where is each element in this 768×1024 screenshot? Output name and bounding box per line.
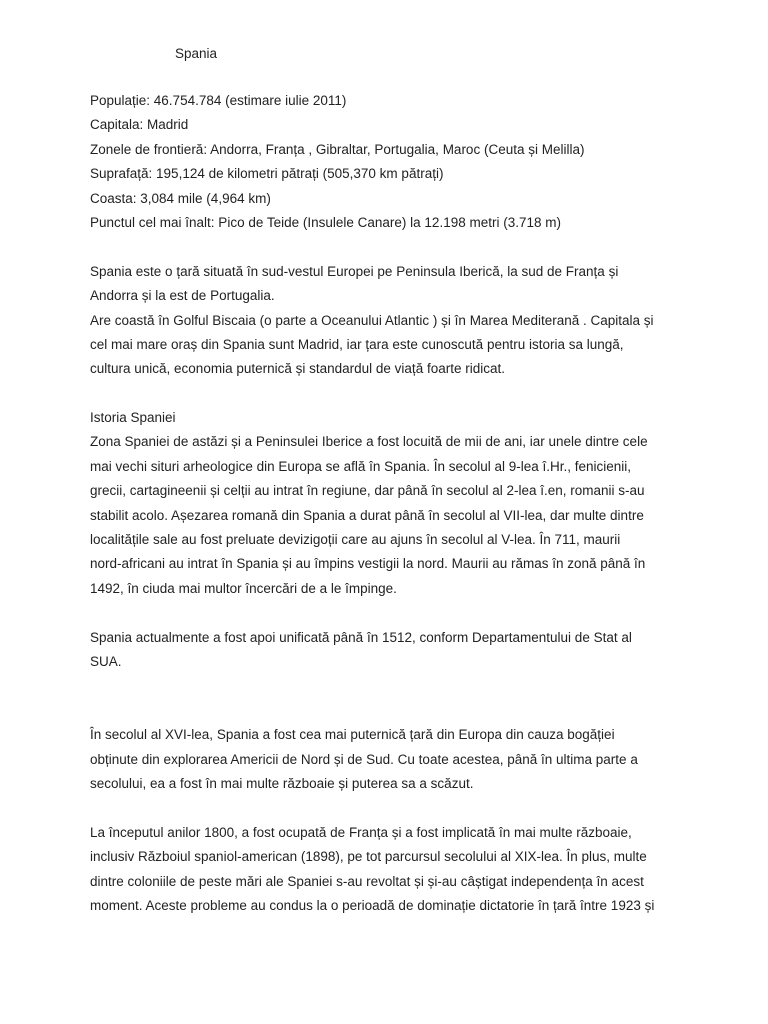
fact-area: Suprafață: 195,124 de kilometri pătrați (505,370 km pătrați) bbox=[90, 166, 444, 182]
text-line: obținute din explorarea Americii de Nord și de Sud. Cu toate acestea, până în ultima parte a bbox=[90, 751, 638, 767]
text-line: stabilit acolo. Așezarea romană din Spania a durat până în secolul al VII-lea, dar multe dintre bbox=[90, 507, 644, 523]
fact-highest-point: Punctul cel mai înalt: Pico de Teide (Insulele Canare) la 12.198 metri (3.718 m) bbox=[90, 214, 561, 230]
text-line: cultura unică, economia puternică și standardul de viață foarte ridicat. bbox=[90, 361, 505, 377]
text-line: secolului, ea a fost în mai multe războaie și puterea sa a scăzut. bbox=[90, 775, 474, 791]
paragraph-gap bbox=[90, 796, 690, 820]
fact-borders: Zonele de frontieră: Andorra, Franța , Gibraltar, Portugalia, Maroc (Ceuta și Melilla) bbox=[90, 141, 585, 157]
text-line: nord-africani au intrat în Spania și au împins vestigii la nord. Maurii au rămas în zonă până în bbox=[90, 556, 646, 572]
text-line: Spania actualmente a fost apoi unificată până în 1512, conform Departamentului de Stat al bbox=[90, 629, 632, 645]
text-line: cel mai mare oraș din Spania sunt Madrid, iar țara este cunoscută pentru istoria sa lungă, bbox=[90, 336, 624, 352]
text-line: Are coastă în Golful Biscaia (o parte a Oceanului Atlantic ) și în Marea Mediterană . Capitala și bbox=[90, 312, 654, 328]
paragraph-gap bbox=[90, 674, 690, 723]
history-section bbox=[90, 406, 690, 601]
unification-paragraph bbox=[90, 626, 690, 675]
paragraph-gap bbox=[90, 601, 690, 625]
text-line: moment. Aceste probleme au condus la o perioadă de dominație dictatorie în țară între 1923 și bbox=[90, 897, 655, 913]
text-line: Spania este o țară situată în sud-vestul Europei pe Peninsula Iberică, la sud de Franța și bbox=[90, 263, 619, 279]
text-line: 1492, în ciuda mai multor încercări de a le împinge. bbox=[90, 580, 397, 596]
text-line: dintre coloniile de peste mări ale Spaniei s-au revoltat și și-au câștigat independența în acest bbox=[90, 873, 644, 889]
text-line: mai vechi situri arheologice din Europa se află în Spania. În secolul al 9-lea î.Hr., fenicienii, bbox=[90, 458, 632, 474]
text-line: SUA. bbox=[90, 653, 122, 669]
text-line: Andorra și la est de Portugalia. bbox=[90, 288, 275, 304]
text-line: Zona Spaniei de astăzi și a Peninsulei Iberice a fost locuită de mii de ani, iar unele dintre cele bbox=[90, 434, 648, 450]
text-line: La începutul anilor 1800, a fost ocupată de Franța și a fost implicată în mai multe războaie, bbox=[90, 824, 632, 840]
section-heading: Istoria Spaniei bbox=[90, 410, 176, 426]
century19-paragraph bbox=[90, 821, 690, 919]
paragraph-gap bbox=[90, 382, 690, 406]
text-line: grecii, cartagineenii și celții au intrat în regiune, dar până în secolul al 2-lea î.en, romanii s-au bbox=[90, 483, 645, 499]
text-line: În secolul al XVI-lea, Spania a fost cea mai puternică țară din Europa din cauza bogăției bbox=[90, 727, 615, 743]
text-line: inclusiv Războiul spaniol-american (1898), pe tot parcursul secolului al XIX-lea. În plus, multe bbox=[90, 849, 647, 865]
fact-capital: Capitala: Madrid bbox=[90, 117, 189, 133]
document-title: Spania bbox=[175, 46, 218, 61]
document-body bbox=[90, 89, 690, 918]
text-line: localitățile sale au fost preluate devizigoții care au ajuns în secolul al V-lea. În 711, maurii bbox=[90, 532, 621, 548]
intro-paragraph bbox=[90, 260, 690, 382]
facts-block bbox=[90, 89, 690, 235]
fact-population: Populație: 46.754.784 (estimare iulie 2011) bbox=[90, 93, 347, 108]
fact-coastline: Coasta: 3,084 mile (4,964 km) bbox=[90, 190, 271, 206]
paragraph-gap bbox=[90, 235, 690, 259]
century16-paragraph bbox=[90, 723, 690, 796]
